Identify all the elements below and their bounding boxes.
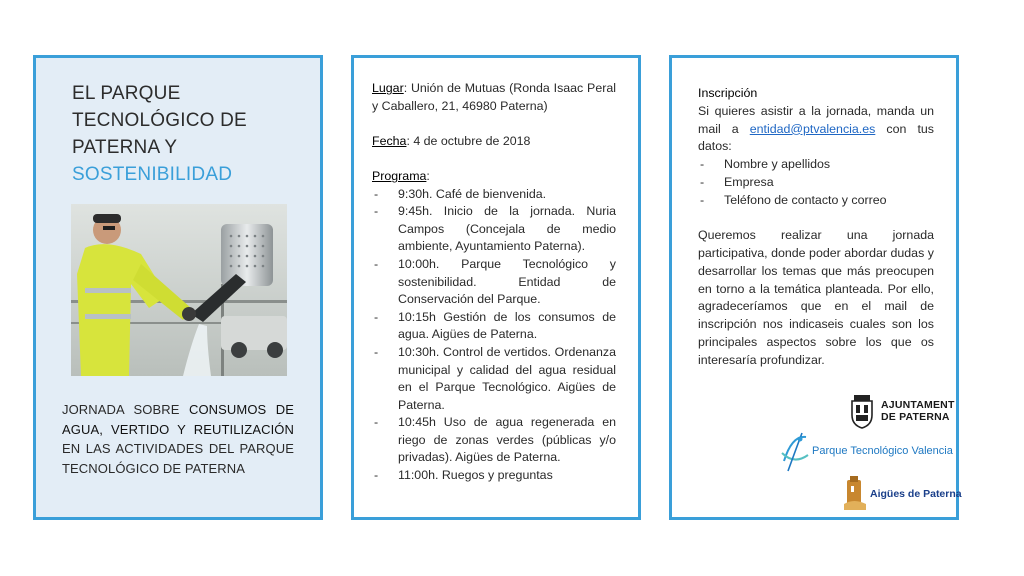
- lugar-line: [372, 80, 616, 115]
- fecha-line: [372, 133, 616, 151]
- title-line-3: PATERNA Y: [72, 137, 178, 158]
- paterna-crest-icon: [848, 393, 876, 429]
- lugar-value: : Unión de Mutuas (Ronda Isaac Peral y Caballero, 21, 46980 Paterna): [372, 81, 616, 113]
- panel-title: [72, 80, 302, 188]
- list-item: - Empresa: [698, 174, 934, 192]
- intro-pre: Si quieres asistir a la jornada, manda un mail a: [698, 103, 934, 136]
- list-item: - 10:00h. Parque Tecnológico y sostenibilidad. Entidad de Conservación del Parque.: [372, 256, 616, 309]
- event-details: [372, 80, 616, 485]
- list-item: - Teléfono de contacto y correo: [698, 192, 934, 210]
- list-item: - 10:45h Uso de agua regenerada en riego de zonas verdes (públicas y/o privadas). Aigües de Paterna.: [372, 414, 616, 467]
- inscripcion-heading: Inscripción: [698, 86, 758, 100]
- title-line-1: EL PARQUE: [72, 83, 181, 104]
- ptv-logo-text: Parque Tecnológico Valencia: [812, 445, 953, 457]
- list-item: - 11:00h. Ruegos y preguntas: [372, 467, 616, 485]
- ptv-swirl-icon: [780, 431, 810, 475]
- right-panel: [669, 55, 962, 520]
- title-line-2: TECNOLÓGICO DE: [72, 110, 247, 131]
- programa-label: Programa: [372, 168, 427, 183]
- registration-intro: [698, 103, 934, 156]
- intro-post: con tus datos:: [698, 121, 934, 154]
- lugar-label: Lugar: [372, 81, 404, 95]
- list-item: - Nombre y apellidos: [698, 156, 934, 174]
- list-item: - 9:30h. Café de bienvenida.: [372, 186, 616, 204]
- subtitle-pre: JORNADA SOBRE: [62, 402, 180, 417]
- subtitle-post: EN LAS ACTIVIDADES DEL PARQUE TECNOLÓGICO DE PATERNA: [62, 441, 294, 476]
- ajuntament-line-1: AJUNTAMENT: [881, 399, 955, 411]
- programa-list: [372, 186, 616, 485]
- email-link[interactable]: entidad@ptvalencia.es: [749, 121, 876, 136]
- programa-heading: [372, 168, 616, 186]
- parque-tecnologico-logo: [780, 431, 960, 475]
- aigues-logo-text: Aigües de Paterna: [870, 488, 962, 500]
- programa-colon: :: [426, 168, 430, 183]
- title-accent: SOSTENIBILIDAD: [72, 164, 233, 185]
- ajuntament-paterna-logo: [848, 393, 955, 431]
- registration-info: [698, 85, 934, 370]
- subtitle-highlight: CONSUMOS DE AGUA, VERTIDO Y REUTILIZACIÓN: [62, 402, 294, 437]
- aigues-tower-icon: [842, 474, 868, 512]
- ajuntament-logo-text: [881, 399, 955, 423]
- event-subtitle: [62, 400, 294, 478]
- participation-paragraph: Queremos realizar una jornada participativa, donde poder abordar dudas y desarrollar los temas que más preocupen en torno a la temática planteada. Por ello, agradeceríamos que en el mail de inscripción nos indicaseis cuales son los principales aspectos sobre los que os interesaría profundizar.: [698, 228, 934, 367]
- left-panel: [33, 55, 323, 520]
- worker-water-photo: [71, 204, 287, 376]
- ajuntament-line-2: DE PATERNA: [881, 411, 950, 423]
- fecha-value: : 4 de octubre de 2018: [406, 133, 531, 148]
- aigues-paterna-logo: [842, 474, 962, 514]
- list-item: - 10:15h Gestión de los consumos de agua. Aigües de Paterna.: [372, 309, 616, 344]
- list-item: - 10:30h. Control de vertidos. Ordenanza municipal y calidad del agua residual en el Parque Tecnológico. Aigües de Paterna.: [372, 344, 616, 414]
- fecha-label: Fecha: [372, 133, 407, 148]
- middle-panel: [351, 55, 641, 520]
- required-data-list: [698, 156, 934, 209]
- list-item: - 9:45h. Inicio de la jornada. Nuria Campos (Concejala de medio ambiente, Ayuntamiento Paterna).: [372, 203, 616, 256]
